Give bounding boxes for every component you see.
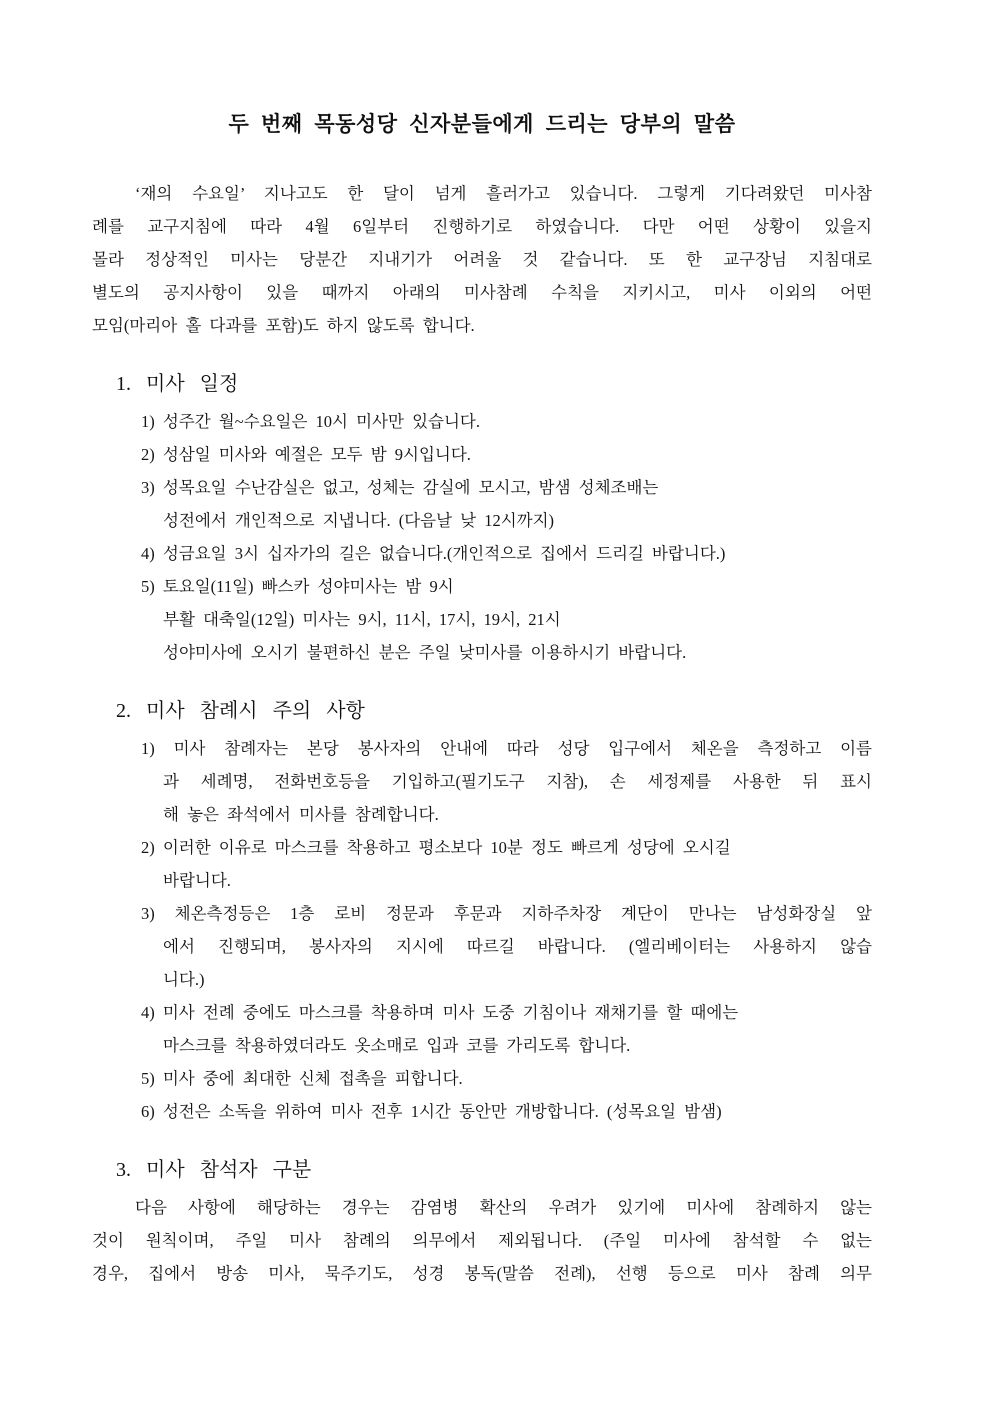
text-line: 6) 성전은 소독을 위하여 미사 전후 1시간 동안만 개방합니다. (성목요일 밤샘) — [141, 1102, 722, 1121]
text-line: 과 세례명, 전화번호등을 기입하고(필기도구 지참), 손 세정제를 사용한 뒤 표시 — [163, 772, 872, 791]
text-line: 마스크를 착용하였더라도 옷소매로 입과 코를 가리도록 합니다. — [163, 1036, 631, 1055]
text-line: 성야미사에 오시기 불편하신 분은 주일 낮미사를 이용하시기 바랍니다. — [163, 643, 687, 662]
text-line: 3) 체온측정등은 1층 로비 정문과 후문과 지하주차장 계단이 만나는 남성화장실 앞 — [141, 904, 872, 923]
list-block — [92, 405, 872, 669]
text-line: 몰라 정상적인 미사는 당분간 지내기가 어려울 것 같습니다. 또 한 교구장님 지침대로 — [92, 250, 872, 269]
text-line: 1) 미사 참례자는 본당 봉사자의 안내에 따라 성당 입구에서 체온을 측정하고 이름 — [141, 739, 872, 758]
text-line: 것이 원칙이며, 주일 미사 참례의 의무에서 제외됩니다. (주일 미사에 참석할 수 없는 — [92, 1231, 872, 1250]
text-line: 니다.) — [163, 970, 205, 989]
text-line: 바랍니다. — [163, 871, 231, 890]
text-line: 부활 대축일(12일) 미사는 9시, 11시, 17시, 19시, 21시 — [163, 610, 561, 629]
document-title: 두 번째 목동성당 신자분들에게 드리는 당부의 말씀 — [228, 112, 736, 136]
text-line: 3) 성목요일 수난감실은 없고, 성체는 감실에 모시고, 밤샘 성체조배는 — [141, 478, 659, 497]
text-line: 4) 성금요일 3시 십자가의 길은 없습니다.(개인적으로 집에서 드리길 바랍니다.) — [141, 544, 726, 563]
text-line: 례를 교구지침에 따라 4월 6일부터 진행하기로 하였습니다. 다만 어떤 상황이 있을지 — [92, 217, 872, 236]
text-line: 에서 진행되며, 봉사자의 지시에 따르길 바랍니다. (엘리베이터는 사용하지 않습 — [163, 937, 872, 956]
section-heading: 2. 미사 참례시 주의 사항 — [116, 700, 365, 722]
list-block — [92, 732, 872, 1128]
text-line: 별도의 공지사항이 있을 때까지 아래의 미사참례 수칙을 지키시고, 미사 이외의 어떤 — [92, 283, 872, 302]
text-line: 5) 미사 중에 최대한 신체 접촉을 피합니다. — [141, 1069, 463, 1088]
document-body — [92, 177, 872, 1290]
paragraph-block — [92, 1191, 872, 1290]
section-heading: 1. 미사 일정 — [116, 373, 239, 395]
text-line: 경우, 집에서 방송 미사, 묵주기도, 성경 봉독(말씀 전례), 선행 등으로 미사 참례 의무 — [92, 1264, 872, 1283]
text-line: 성전에서 개인적으로 지냅니다. (다음날 낮 12시까지) — [163, 511, 555, 530]
paragraph-block — [92, 177, 872, 342]
text-line: 4) 미사 전례 중에도 마스크를 착용하며 미사 도중 기침이나 재채기를 할 때에는 — [141, 1003, 739, 1022]
text-line: 1) 성주간 월~수요일은 10시 미사만 있습니다. — [141, 412, 480, 431]
text-line: 모임(마리아 홀 다과를 포함)도 하지 않도록 합니다. — [92, 316, 475, 335]
text-line: 2) 성삼일 미사와 예절은 모두 밤 9시입니다. — [141, 445, 471, 464]
text-line: 해 놓은 좌석에서 미사를 참례합니다. — [163, 805, 439, 824]
text-line: 2) 이러한 이유로 마스크를 착용하고 평소보다 10분 정도 빠르게 성당에 오시길 — [141, 838, 731, 857]
text-line: ‘재의 수요일’ 지나고도 한 달이 넘게 흘러가고 있습니다. 그렇게 기다려왔던 미사참 — [135, 184, 872, 203]
section-heading: 3. 미사 참석자 구분 — [116, 1159, 312, 1181]
text-line: 다음 사항에 해당하는 경우는 감염병 확산의 우려가 있기에 미사에 참례하지 않는 — [135, 1198, 872, 1217]
text-line: 5) 토요일(11일) 빠스카 성야미사는 밤 9시 — [141, 577, 454, 596]
